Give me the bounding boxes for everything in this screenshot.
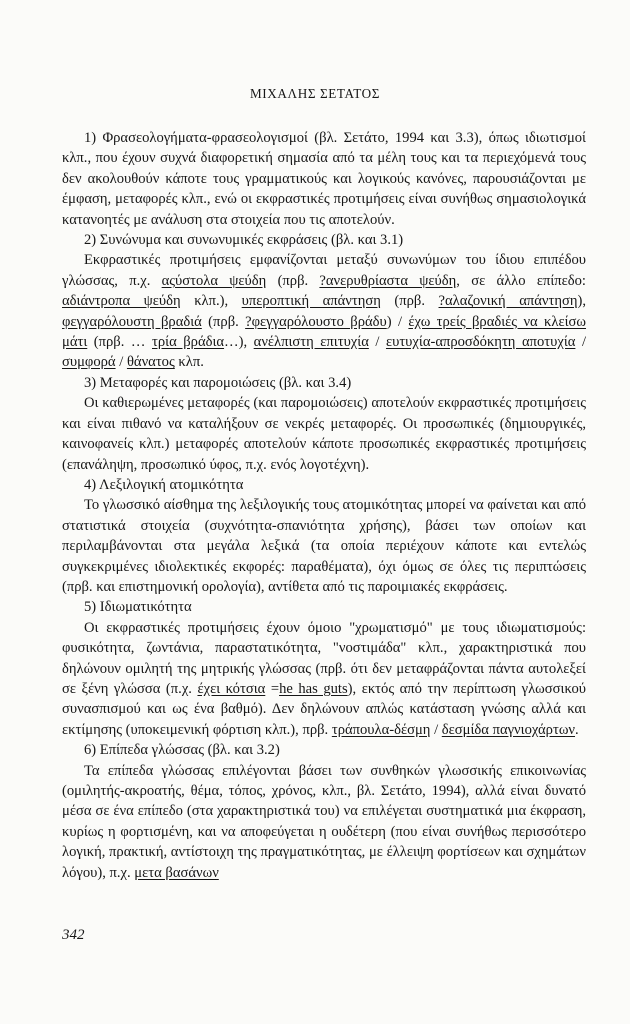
text-run: 3) Μεταφορές και παρομοιώσεις (βλ. και 3.4)	[84, 374, 352, 391]
underlined-phrase: ?ανερυθρίαστα ψεύδη	[319, 272, 457, 289]
text-run: (πρβ.	[201, 313, 246, 330]
text-run: , σε άλλο επίπεδο:	[456, 272, 586, 289]
text-run: =	[265, 680, 280, 697]
paragraph	[62, 618, 586, 740]
underlined-phrase: φεγγαρόλουστη βραδιά	[62, 313, 202, 330]
underlined-phrase: ανέλπιστη επιτυχία	[253, 334, 369, 351]
paragraph	[62, 740, 586, 760]
paragraph	[62, 373, 586, 393]
text-run: Οι καθιερωμένες μεταφορές (και παρομοιώσεις) αποτελούν εκφραστικές προτιμήσεις και είναι πιθανό να καταλήξουν σε νεκρές μεταφορές. Οι προσωπικές (δημιουργικές, καινοφανείς κλπ.) μεταφορές αποτελούν κάποτε προσωπικές εκφραστικές προτιμήσεις (επανάληψη, προσωπικό ύφος, π.χ. ενός λογοτέχνη).	[62, 395, 586, 473]
text-run: Οι εκφραστικές προτιμήσεις έχουν όμοιο "χρωματισμό" με τους ιδιωματισμούς: φυσικότητα, ζωντάνια, παραστατικότητα, "νοστιμάδα" κλπ., χαρακτηριστικά που δηλώνουν ομιλητή της μητρικής γλώσσας (πρβ. ότι δεν μεταφράζονται πάντα αυτολεξεί σε ξένη γλώσσα (π.χ.	[62, 619, 586, 697]
text-run: 2) Συνώνυμα και συνωνυμικές εκφράσεις (βλ. και 3.1)	[84, 232, 404, 249]
text-run: /	[430, 721, 442, 738]
text-run: 4) Λεξιλογική ατομικότητα	[84, 476, 244, 493]
text-run: 1) Φρασεολογήματα-φρασεολογισμοί (βλ. Σετάτο, 1994 και 3.3), όπως ιδιωτισμοί κλπ., που έχουν συχνά διαφορετική σημασία από τα μέλη τους και τα περιεχόμενά τους δεν ακολουθούν κάποτε τους γραμματικούς και λογικούς κανόνες, παρουσιάζονται με έμφαση, μεταφορές κλπ., ενώ οι εκφραστικές προτιμήσεις είναι συνήθως σημασιολογικά κατανοητές με ανάλυση στα στοιχεία που τις αποτελούν.	[62, 130, 586, 228]
text-run: ) /	[386, 313, 409, 330]
text-run: 5) Ιδιωματικότητα	[84, 599, 192, 616]
text-run: Τα επίπεδα γλώσσας επιλέγονται βάσει των συνθηκών γλωσσικής επικοινωνίας (ομιλητής-ακροατής, θέμα, τόπος, χρόνος, κλπ., βλ. Σετάτο, 1994), αλλά είναι δυνατό μέσα σε ένα επίπεδο (στα χαρακτηριστικά του) να επιλέγεται συστηματικά μια έκφραση, κυρίως η φορτισμένη, και να αποφεύγεται η ουδέτερη (που είναι συνήθως περισσότερο λογική, πρακτική, αντίστοιχη της πραγματικότητας, με έλλειψη φορτίσεων και σχημάτων λόγου), π.χ.	[62, 762, 586, 881]
underlined-phrase: έχει κότσια	[197, 680, 266, 697]
body-text	[62, 128, 586, 883]
underlined-phrase: αςύστολα ψεύδη	[161, 272, 267, 289]
text-run: ),	[577, 293, 586, 310]
text-run: (πρβ.	[266, 272, 320, 289]
paragraph	[62, 495, 586, 597]
underlined-phrase: συμφορά	[62, 354, 116, 371]
underlined-phrase: ?αλαζονική απάντηση	[438, 293, 578, 310]
paragraph	[62, 475, 586, 495]
text-run: /	[115, 354, 127, 371]
text-run: /	[575, 334, 586, 351]
text-run: …),	[224, 334, 254, 351]
paragraph	[62, 250, 586, 372]
text-run: κλπ.	[174, 354, 204, 371]
paragraph	[62, 597, 586, 617]
underlined-phrase: μετα βασάνων	[134, 864, 219, 881]
text-run: (πρβ. …	[87, 334, 152, 351]
underlined-phrase: he has guts	[279, 680, 348, 697]
underlined-phrase: αδιάντροπα ψεύδη	[62, 293, 181, 310]
paragraph	[62, 230, 586, 250]
text-run: /	[368, 334, 386, 351]
text-run: κλπ.),	[180, 293, 242, 310]
paragraph	[62, 761, 586, 883]
underlined-phrase: θάνατος	[126, 354, 175, 371]
underlined-phrase: δεσμίδα παγνιοχάρτων	[441, 721, 576, 738]
text-run: (πρβ.	[380, 293, 439, 310]
text-run: 6) Επίπεδα γλώσσας (βλ. και 3.2)	[84, 742, 280, 759]
underlined-phrase: ευτυχία-απροσδόκητη αποτυχία	[385, 334, 576, 351]
underlined-phrase: υπεροπτική απάντηση	[241, 293, 381, 310]
underlined-phrase: τρία βράδια	[152, 334, 225, 351]
paragraph	[62, 128, 586, 230]
page-number: 342	[62, 927, 85, 943]
underlined-phrase: έχω τρείς βραδιές να κλείσω μάτι	[62, 313, 587, 351]
underlined-phrase: ?φεγγαρόλουστο βράδυ	[245, 313, 387, 330]
running-header: ΜΙΧΑΛΗΣ ΣΕΤΑΤΟΣ	[249, 86, 381, 101]
text-run: Το γλωσσικό αίσθημα της λεξιλογικής τους ατομικότητας μπορεί να φαίνεται και από στατιστικά στοιχεία (συχνότητα-σπανιότητα χρήσης), βάσει των οποίων και περιλαμβάνονται στα μεγάλα λεξικά (τα οποία περιέχουν κάποτε και εντελώς συγκεκριμένες ιδιολεκτικές εκφορές: παραθέματα), όχι όμως σε όλες τις περιπτώσεις (πρβ. και επιστημονική ορολογία), αντίθετα από τις παροιμιακές εκφράσεις.	[62, 497, 586, 595]
paragraph	[62, 393, 586, 475]
underlined-phrase: τράπουλα-δέσμη	[331, 721, 431, 738]
text-run: Εκφραστικές προτιμήσεις εμφανίζονται μεταξύ συνωνύμων του ίδιου επιπέδου γλώσσας, π.χ.	[62, 252, 586, 289]
text-run: ), εκτός από την περίπτωση γλωσσικού συνασπισμού και ως ένα βαθμό). Δεν δηλώνουν απλώς κατάσταση γνώσης αλλά και εκτίμησης (υποκειμενική φόρτιση κλπ.), πρβ.	[62, 680, 587, 738]
text-run: .	[575, 721, 579, 738]
